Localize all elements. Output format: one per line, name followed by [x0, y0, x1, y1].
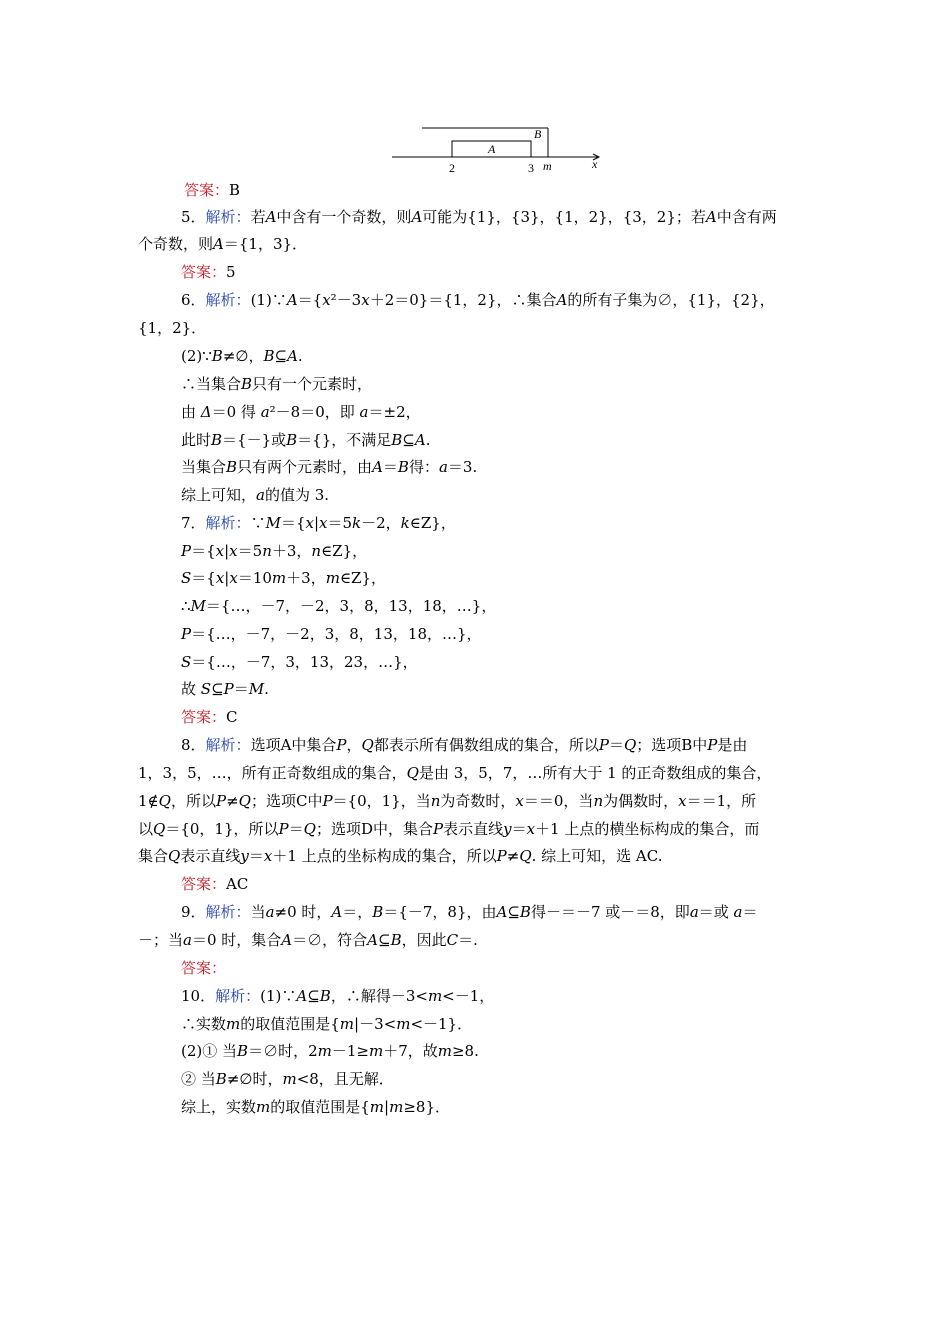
text-run: 个奇数，则: [138, 235, 214, 253]
text-line-l25: [138, 846, 930, 866]
text-run: ＝5: [327, 514, 353, 532]
text-line-l12: [181, 485, 930, 505]
text-run: ≠: [226, 792, 239, 810]
text-run: Q: [168, 847, 181, 865]
text-run: x: [526, 820, 536, 838]
text-run: ＝或: [698, 903, 734, 921]
text-line-l28: [138, 930, 930, 950]
text-run: <－1}．: [410, 1015, 473, 1033]
text-run: 以: [138, 820, 154, 838]
text-run: B: [319, 987, 331, 1005]
text-run: ＝0 得: [211, 403, 261, 421]
text-run: ，因此: [401, 931, 447, 949]
text-run: ＝{…，－7，3，13，23，…}，: [191, 653, 418, 671]
text-run: n: [311, 542, 322, 560]
text-run: x: [678, 792, 687, 810]
text-run: ＝＝0，当: [523, 792, 594, 810]
text-line-l13: [181, 513, 930, 533]
text-run: x: [305, 514, 314, 532]
text-run: B: [215, 1070, 227, 1088]
text-run: ＝{0，1}，当: [332, 792, 431, 810]
text-run: |: [384, 1098, 390, 1116]
text-run: M: [265, 514, 281, 532]
text-line-l11: [181, 457, 930, 477]
text-run: S: [200, 680, 212, 698]
text-run: 5: [226, 263, 236, 281]
text-run: S: [181, 569, 192, 587]
text-run: a: [733, 903, 743, 921]
text-line-l24: [138, 819, 930, 839]
text-run: A: [281, 931, 293, 949]
text-run: 的值为 3.: [264, 486, 330, 504]
text-run: 综上可知，: [181, 486, 257, 504]
text-run: m: [437, 1042, 452, 1060]
text-run: Q: [238, 792, 251, 810]
text-run: Q: [303, 820, 316, 838]
text-line-l27: [181, 902, 930, 922]
text-run: x: [263, 847, 273, 865]
text-run: M: [248, 680, 265, 698]
text-run: 当: [250, 903, 266, 921]
text-run: a: [183, 931, 192, 949]
text-run: ≠∅时，: [226, 1070, 283, 1088]
text-line-l15: [181, 568, 930, 588]
text-line-l34: [181, 1097, 930, 1117]
text-run: ＝: [608, 736, 624, 754]
text-run: 1∉: [138, 792, 159, 810]
text-line-l32: [181, 1041, 930, 1061]
text-run: Q: [361, 736, 374, 754]
number-line-figure: [388, 120, 618, 176]
text-run: B: [391, 431, 403, 449]
text-run: <8，且无解．: [296, 1070, 394, 1088]
text-run: ＝{}，不满足: [297, 431, 392, 449]
text-run: ＝0 时，集合: [191, 931, 282, 949]
text-run: m: [389, 1098, 404, 1116]
text-run: ；选项D中，集合: [315, 820, 433, 838]
text-line-l09: [181, 402, 930, 422]
text-run: P: [496, 847, 507, 865]
text-run: ，∴解得－3<: [330, 987, 428, 1005]
text-run: 8．: [181, 736, 206, 754]
text-run: . 综上可知，选 AC.: [531, 847, 663, 865]
text-run: 5．: [181, 208, 206, 226]
text-run: ≠∅，: [222, 347, 264, 365]
text-run: B: [263, 347, 275, 365]
text-run: x: [229, 569, 238, 587]
text-run: A: [287, 347, 298, 365]
text-run: ＋2＝0}＝{1，2}，∴集合: [369, 291, 557, 309]
text-line-l29: [181, 958, 930, 978]
text-run: ＝: [511, 820, 527, 838]
text-run: 只有两个元素时，由: [237, 458, 373, 476]
text-run: n: [593, 792, 604, 810]
text-line-l30: [181, 986, 930, 1006]
text-run: 此时: [181, 431, 212, 449]
text-run: ∈Z}，: [321, 542, 368, 560]
text-run: 故: [181, 680, 201, 698]
text-run: C: [226, 708, 238, 726]
text-line-l19: [181, 679, 930, 699]
analysis-label: 解析：: [205, 736, 251, 754]
text-run: A: [213, 235, 224, 253]
text-run: a: [359, 403, 369, 421]
text-run: ≥8.: [451, 1042, 479, 1060]
analysis-label: 解析：: [205, 291, 251, 309]
text-run: ＝，: [342, 903, 373, 921]
text-run: ⊆: [402, 431, 415, 449]
text-run: m: [368, 1042, 384, 1060]
text-run: ＝3.: [447, 458, 478, 476]
text-run: ＝{－7，8}，由: [383, 903, 497, 921]
text-run: A: [367, 931, 378, 949]
text-run: x: [361, 291, 370, 309]
text-run: 6．: [181, 291, 206, 309]
text-run: P: [215, 792, 227, 810]
text-run: ∴: [181, 597, 191, 615]
text-run: A: [414, 431, 426, 449]
text-run: 可能为{1}，{3}，{1，2}，{3，2}；若: [422, 208, 706, 226]
text-run: P: [322, 792, 333, 810]
text-run: P: [278, 820, 289, 838]
text-run: P: [598, 736, 609, 754]
text-run: y: [240, 847, 249, 865]
tick-2: 2: [449, 161, 455, 175]
text-run: n: [430, 792, 441, 810]
text-run: k: [400, 514, 410, 532]
text-run: m: [427, 987, 443, 1005]
text-run: B: [241, 375, 253, 393]
text-run: (2)① 当: [181, 1042, 238, 1060]
text-run: 9．: [181, 903, 206, 921]
text-run: B: [390, 931, 402, 949]
answer-label: 答案：: [184, 181, 230, 199]
text-run: 得－＝－7 或－＝8，即: [530, 903, 690, 921]
text-line-l06: [138, 318, 930, 338]
tick-m: m: [543, 159, 552, 173]
text-run: ；选项C中: [250, 792, 323, 810]
text-run: 只有一个元素时，: [252, 375, 373, 393]
text-run: |: [224, 542, 230, 560]
answer-label: 答案：: [181, 875, 227, 893]
text-run: .: [297, 347, 303, 365]
text-run: ＝: [288, 820, 304, 838]
text-run: x: [515, 792, 524, 810]
text-run: A: [286, 291, 298, 309]
text-run: 为奇数时，: [440, 792, 516, 810]
text-run: ∴当集合: [181, 375, 242, 393]
text-run: ＝＝1，所: [686, 792, 757, 810]
text-run: B: [237, 1042, 249, 1060]
text-run: A: [411, 208, 423, 226]
text-run: m: [369, 1098, 385, 1116]
text-run: m: [256, 1098, 271, 1116]
text-run: 选项A中集合: [250, 736, 337, 754]
text-run: P: [707, 736, 718, 754]
text-line-l26: [181, 874, 930, 894]
text-run: P: [223, 680, 234, 698]
text-run: m: [325, 569, 340, 587]
text-line-l20: [181, 707, 930, 727]
text-run: P: [432, 820, 444, 838]
text-line-l23: [138, 791, 930, 811]
text-run: ⊆: [307, 987, 320, 1005]
text-run: 是由 3，5，7，…所有大于 1 的正奇数组成的集合，: [418, 764, 772, 782]
text-run: .: [425, 431, 431, 449]
text-run: M: [190, 597, 206, 615]
text-run: 得：: [408, 458, 439, 476]
text-line-l17: [181, 624, 930, 644]
text-run: ＝±2，: [368, 403, 421, 421]
text-run: A: [496, 903, 508, 921]
text-run: Δ: [200, 403, 212, 421]
text-run: 综上，实数: [181, 1098, 257, 1116]
text-run: m: [226, 1015, 241, 1033]
analysis-label: 解析：: [215, 987, 261, 1005]
text-run: A: [331, 903, 343, 921]
text-line-l05: [181, 290, 930, 310]
text-run: <－1，: [442, 987, 495, 1005]
text-run: ＝{…，－7，－2，3，8，13，18，…}，: [191, 625, 482, 643]
text-line-l22: [138, 763, 930, 783]
text-line-l03: [138, 234, 930, 254]
text-run: m: [339, 1015, 355, 1033]
text-line-l18: [181, 652, 930, 672]
text-run: a: [265, 903, 275, 921]
text-line-l14: [181, 541, 930, 561]
text-run: |: [313, 514, 320, 532]
text-run: 的取值范围是{: [270, 1098, 370, 1116]
text-run: 集合: [138, 847, 169, 865]
text-run: ＝{: [191, 542, 216, 560]
text-run: ∴实数: [181, 1015, 227, 1033]
text-line-l33: [181, 1069, 930, 1089]
text-run: 表示直线: [180, 847, 241, 865]
text-line-l07: [181, 346, 930, 366]
answer-label: 答案：: [181, 959, 227, 977]
text-run: 10．: [181, 987, 216, 1005]
text-line-l16: [181, 596, 930, 616]
text-run: 7．: [181, 514, 206, 532]
text-run: ＝{0，1}，所以: [165, 820, 279, 838]
text-run: 中含有两: [716, 208, 777, 226]
text-run: ② 当: [181, 1070, 216, 1088]
analysis-label: 解析：: [205, 903, 251, 921]
text-line-l01: [184, 180, 930, 200]
analysis-label: 解析：: [205, 208, 251, 226]
text-run: B: [226, 458, 238, 476]
text-run: ∈Z}，: [339, 569, 387, 587]
text-run: |－3<: [354, 1015, 397, 1033]
text-run: y: [503, 820, 512, 838]
text-run: －1≥: [331, 1042, 369, 1060]
text-run: A: [296, 987, 308, 1005]
answer-label: 答案：: [181, 263, 227, 281]
text-run: －；当: [138, 931, 184, 949]
text-run: 当集合: [181, 458, 227, 476]
text-run: ≠: [506, 847, 520, 865]
text-run: ＝{1，3}．: [223, 235, 308, 253]
text-run: ，: [346, 736, 362, 754]
text-run: a: [438, 458, 448, 476]
text-run: (1)∵: [260, 987, 297, 1005]
text-run: 的所有子集为∅，{1}，{2}，: [567, 291, 775, 309]
text-run: Q: [153, 820, 166, 838]
text-run: (2)∵: [181, 347, 212, 365]
text-run: B: [286, 431, 298, 449]
text-line-l31: [181, 1014, 930, 1034]
text-run: 的取值范围是{: [240, 1015, 340, 1033]
text-run: .: [264, 680, 269, 698]
text-run: B: [397, 458, 409, 476]
text-run: 是由: [717, 736, 748, 754]
text-run: m: [317, 1042, 332, 1060]
text-line-l02: [181, 207, 930, 227]
text-run: P: [181, 625, 192, 643]
text-line-l04: [181, 262, 930, 282]
text-run: ＝: [742, 903, 758, 921]
text-run: ＋3，: [286, 569, 326, 587]
text-run: ＝.: [458, 931, 478, 949]
text-run: 1，3，5，…，所有正奇数组成的集合，: [138, 764, 407, 782]
text-run: ＝5: [237, 542, 263, 560]
text-run: m: [396, 1015, 411, 1033]
text-run: Q: [406, 764, 419, 782]
text-line-l10: [181, 430, 930, 450]
text-run: x: [229, 542, 238, 560]
text-run: P: [336, 736, 347, 754]
text-line-l08: [181, 374, 930, 394]
text-run: A: [372, 458, 383, 476]
text-run: ∵: [250, 514, 266, 532]
text-run: B: [211, 347, 223, 365]
text-run: x: [322, 291, 331, 309]
text-run: 表示直线: [443, 820, 504, 838]
analysis-label: 解析：: [205, 514, 251, 532]
label-b: B: [534, 127, 542, 141]
text-run: ⊆: [507, 903, 520, 921]
text-run: P: [181, 542, 192, 560]
text-run: 都表示所有偶数组成的集合，所以: [373, 736, 599, 754]
text-run: |: [224, 569, 230, 587]
answer-label: 答案：: [181, 708, 227, 726]
text-run: ＝: [233, 680, 249, 698]
text-run: ＝∅时，2: [248, 1042, 318, 1060]
text-run: A: [556, 291, 568, 309]
text-run: Q: [623, 736, 637, 754]
text-run: ＋1 上点的横坐标构成的集合，而: [535, 820, 760, 838]
label-a: A: [488, 142, 496, 156]
text-run: 为偶数时，: [603, 792, 679, 810]
text-run: A: [705, 208, 717, 226]
text-run: ＝{…，－7，－2，3，8，13，18，…}，: [205, 597, 497, 615]
text-run: ＝∅，符合: [292, 931, 368, 949]
text-run: A: [265, 208, 277, 226]
text-run: k: [352, 514, 362, 532]
text-run: ≥8}．: [403, 1098, 450, 1116]
text-run: ＋7，故: [383, 1042, 438, 1060]
text-run: ²－3: [330, 291, 362, 309]
text-run: m: [271, 569, 287, 587]
text-run: ＝: [382, 458, 398, 476]
text-run: C: [446, 931, 459, 949]
text-run: B: [211, 431, 223, 449]
text-run: 若: [250, 208, 266, 226]
text-run: ≠0 时，: [274, 903, 332, 921]
text-run: ＋3，: [271, 542, 312, 560]
text-run: ＝{: [280, 514, 306, 532]
text-run: a: [256, 486, 265, 504]
text-run: x: [215, 542, 225, 560]
text-run: m: [282, 1070, 297, 1088]
axis-x-label: x: [592, 157, 598, 171]
text-run: 由: [181, 403, 201, 421]
text-run: {1，2}．: [138, 319, 207, 337]
text-run: B: [519, 903, 531, 921]
text-run: 中含有一个奇数，则: [276, 208, 412, 226]
text-run: AC: [226, 875, 249, 893]
text-run: a: [260, 403, 270, 421]
text-run: n: [262, 542, 272, 560]
text-run: ，所以: [170, 792, 216, 810]
tick-3: 3: [528, 161, 534, 175]
text-run: ⊆: [274, 347, 288, 365]
text-run: ⊆: [211, 680, 224, 698]
text-run: ∈Z}，: [409, 514, 456, 532]
text-run: B: [229, 181, 241, 199]
text-run: －2，: [361, 514, 401, 532]
text-line-l21: [181, 735, 930, 755]
text-run: x: [215, 569, 225, 587]
text-run: ＋1 上点的坐标构成的集合，所以: [272, 847, 497, 865]
text-run: Q: [519, 847, 532, 865]
text-run: ；选项B中: [636, 736, 708, 754]
text-run: Q: [158, 792, 171, 810]
text-run: S: [181, 653, 192, 671]
text-run: x: [319, 514, 328, 532]
text-run: ²－8＝0，即: [269, 403, 360, 421]
text-run: ⊆: [377, 931, 391, 949]
text-run: a: [689, 903, 699, 921]
text-run: B: [372, 903, 384, 921]
text-run: ＝{－}或: [222, 431, 287, 449]
text-run: ＝{: [297, 291, 323, 309]
text-run: ＝{: [191, 569, 216, 587]
text-run: (1)∵: [250, 291, 287, 309]
text-run: ＝10: [237, 569, 272, 587]
text-run: ＝: [248, 847, 264, 865]
